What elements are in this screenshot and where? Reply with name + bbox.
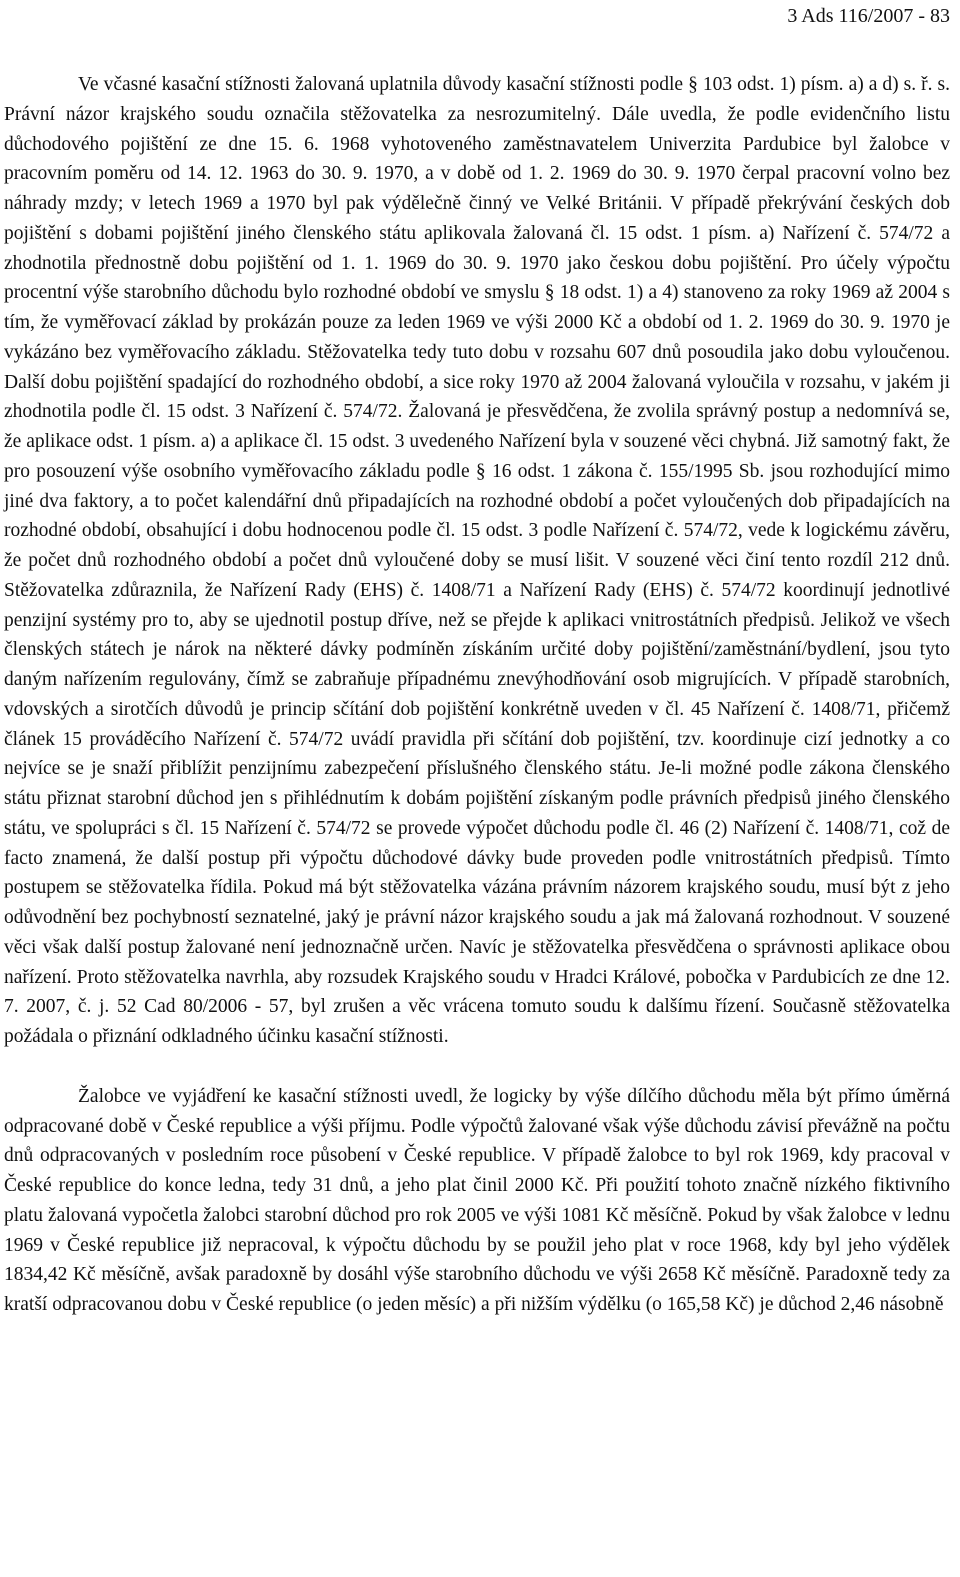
paragraph-cassation-complaint: Ve včasné kasační stížnosti žalovaná uplatnila důvody kasační stížnosti podle § 103 odst. 1) písm. a) a d) s. ř. s. Právní názor krajského soudu označila stěžovatelka za nesrozumitelný. Dále uvedla, že podle evidenčního listu důchodového pojištění ze dne 15. 6. 1968 vyhotoveného zaměstnavatelem Univerzita Pardubice byl žalobce v pracovním poměru od 14. 12. 1963 do 30. 9. 1970, a v době od 1. 2. 1969 do 30. 9. 1970 čerpal pracovní volno bez náhrady mzdy; v letech 1969 a 1970 byl pak výdělečně činný ve Velké Británii. V případě překrývání českých dob pojištění s dobami pojištění jiného členského státu aplikovala žalovaná čl. 15 odst. 1 písm. a) Nařízení č. 574/72 a zhodnotila přednostně dobu pojištění od 1. 1. 1969 do 30. 9. 1970 jako českou dobu pojištění. Pro účely výpočtu procentní výše starobního důchodu bylo rozhodné období ve smyslu § 18 odst. 1) a 4) stanoveno za roky 1969 až 2004 s tím, že vyměřovací základ by prokázán pouze za leden 1969 ve výši 2000 Kč a období od 1. 2. 1969 do 30. 9. 1970 je vykázáno bez vyměřovacího základu. Stěžovatelka tedy tuto dobu v rozsahu 607 dnů posoudila jako dobu vyloučenou. Další dobu pojištění spadající do rozhodného období, a sice roky 1970 až 2004 žalovaná vyloučila v rozsahu, v jakém ji zhodnotila podle čl. 15 odst. 3 Nařízení č. 574/72. Žalovaná je přesvědčena, že zvolila správný postup a nedomnívá se, že aplikace odst. 1 písm. a) a aplikace čl. 15 odst. 3 uvedeného Nařízení byla v souzené věci chybná. Již samotný fakt, že pro posouzení výše osobního vyměřovacího základu podle § 16 odst. 1 zákona č. 155/1995 Sb. jsou rozhodující mimo jiné dva faktory, a to počet kalendářní dnů připadajících na rozhodné období a počet vyloučených dob připadajících na rozhodné období, obsahující i dobu hodnocenou podle čl. 15 odst. 3 podle Nařízení č. 574/72, vede k logickému závěru, že počet dnů rozhodného období a počet dnů vyloučené doby se musí lišit. V souzené věci činí tento rozdíl 212 dnů. Stěžovatelka zdůraznila, že Nařízení Rady (EHS) č. 1408/71 a Nařízení Rady (EHS) č. 574/72 koordinují jednotlivé penzijní systémy pro to, aby se ujednotil postup dříve, než se přejde k aplikaci vnitrostátních předpisů. Jelikož ve všech členských státech je nárok na některé dávky podmíněn získáním určité doby pojištění/zaměstnání/bydlení, jsou tyto daným nařízením regulovány, čímž se zabraňuje případnému znevýhodňování osob migrujících. V případě starobních, vdovských a sirotčích důvodů je princip sčítání dob pojištění konkrétně uveden v čl. 45 Nařízení č. 1408/71, přičemž článek 15 prováděcího Nařízení č. 574/72 uvádí pravidla při sčítání dob pojištění, tzv. koordinuje cizí jednotky a co nejvíce se je snaží přiblížit penzijnímu zabezpečení příslušného členského státu. Je-li možné podle zákona členského státu přiznat starobní důchod jen s přihlédnutím k dobám pojištění získaným podle právních předpisů jiného členského státu, ve spolupráci s čl. 15 Nařízení č. 574/72 se provede výpočet důchodu podle čl. 46 (2) Nařízení č. 1408/71, což de facto znamená, že další postup při výpočtu důchodové dávky bude proveden podle vnitrostátních předpisů. Tímto postupem se stěžovatelka řídila. Pokud má být stěžovatelka vázána právním názorem krajského soudu, musí být z jeho odůvodnění bez pochybností seznatelné, jaký je právní názor krajského soudu a jak má žalovaná rozhodnout. V souzené věci však další postup žalované není jednoznačně určen. Navíc je stěžovatelka přesvědčena o správnosti aplikace obou nařízení. Proto stěžovatelka navrhla, aby rozsudek Krajského soudu v Hradci Králové, pobočka v Pardubicích ze dne 12. 7. 2007, č. j. 52 Cad 80/2006 - 57, byl zrušen a věc vrácena tomuto soudu k dalšímu řízení. Současně stěžovatelka požádala o přiznání odkladného účinku kasační stížnosti. <box>4 74 950 1047</box>
paragraph-plaintiff-statement: Žalobce ve vyjádření ke kasační stížnosti uvedl, že logicky by výše dílčího důchodu měla být přímo úměrná odpracované době v České republice a výši příjmu. Podle výpočtů žalované však výše důchodu závisí převážně na počtu dnů odpracovaných v posledním roce působení v České republice. V případě žalobce to byl rok 1969, kdy pracoval v České republice do konce ledna, tedy 31 dnů, a jeho plat činil 2000 Kč. Při použití tohoto značně nízkého fiktivního platu žalovaná vypočetla žalobci starobní důchod pro rok 2005 ve výši 1081 Kč měsíčně. Pokud by však žalobce v lednu 1969 v České republice již nepracoval, k výpočtu důchodu by se použil jeho plat v roce 1968, kdy byl jeho výdělek 1834,42 Kč měsíčně, avšak paradoxně by dosáhl výše starobního důchodu ve výši 2658 Kč měsíčně. Paradoxně tedy za kratší odpracovanou dobu v České republice (o jeden měsíc) a při nižším výdělku (o 165,58 Kč) je důchod 2,46 násobně <box>4 1085 950 1315</box>
case-reference: 3 Ads 116/2007 - 83 <box>787 5 950 27</box>
document-body <box>4 70 950 1320</box>
